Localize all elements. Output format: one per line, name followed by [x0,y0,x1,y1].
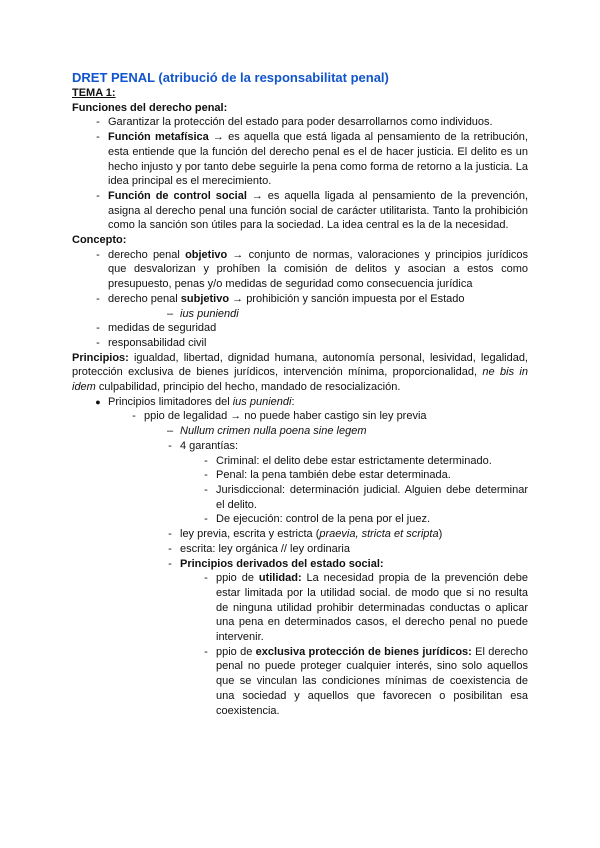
dash-marker: - [132,410,136,423]
dash-marker: - [96,292,100,305]
list-item: - medidas de seguridad [108,321,528,336]
concepto-heading: Concepto: [72,234,127,247]
list-item: - Criminal: el delito debe estar estrictamente determinado. [216,454,528,469]
dash-marker: - [204,572,208,585]
list-item: - Función de control social → es aquella ligada al pensamiento de la prevención, asigna al derecho penal una función social de carácter utilitarista. Tanto la prohibición como la sanción son útiles para la sociedad. La idea central es la de la necesidad. [108,189,528,233]
list-item: - responsabilidad civil [108,336,528,351]
dash-marker: - [96,116,100,129]
list-item: - derecho penal subjetivo → prohibición y sanción impuesta por el Estado [108,292,528,307]
list-item: - ppio de legalidad → no puede haber castigo sin ley previa [144,409,528,424]
list-item: - Jurisdiccional: determinación judicial. Alguien debe determinar el delito. [216,483,528,512]
list-item: - De ejecución: control de la pena por el juez. [216,512,528,527]
list-item: ● Principios limitadores del ius puniendi: [108,395,528,410]
list-item: - Principios derivados del estado social: [180,557,528,572]
principios-paragraph: Principios: igualdad, libertad, dignidad humana, autonomía personal, lesividad, legalidad, protección exclusiva de bienes jurídicos, intervención mínima, proporcionalidad, ne bis in idem culpabilidad, principio del hecho, mandado de resocialización. [72,351,528,394]
funciones-heading: Funciones del derecho penal: [72,101,228,114]
dash-marker: – [166,425,174,438]
document-body [72,70,528,718]
list-item: – Nullum crimen nulla poena sine legem [180,424,528,439]
bullet-marker: ● [95,396,101,407]
dash-marker: - [204,645,208,658]
dash-marker: - [96,322,100,335]
dash-marker: - [204,513,208,526]
list-item: - Garantizar la protección del estado para poder desarrollarnos como individuos. [108,115,528,130]
list-item: - Penal: la pena también debe estar determinada. [216,468,528,483]
dash-marker: - [204,483,208,496]
dash-marker: - [168,439,172,452]
dash-marker: - [96,336,100,349]
dash-marker: – [166,307,174,320]
tema-heading: TEMA 1: [72,87,116,99]
list-item: – ius puniendi [180,307,528,322]
dash-marker: - [168,528,172,541]
dash-marker: - [96,248,100,261]
list-item: - escrita: ley orgánica // ley ordinaria [180,542,528,557]
dash-marker: - [96,189,100,202]
document-title: DRET PENAL (atribució de la responsabilitat penal) [72,70,389,85]
dash-marker: - [204,469,208,482]
dash-marker: - [96,131,100,144]
list-item: - ppio de exclusiva protección de bienes jurídicos: El derecho penal no puede proteger cualquier interés, sino solo aquellos que se vinculan las condiciones mínimas de coexistencia de una sociedad y aquellos que favorecen o posibilitan esa coexistencia. [216,645,528,719]
dash-marker: - [204,454,208,467]
list-item: - 4 garantías: [180,439,528,454]
list-item: - Función metafísica → es aquella que está ligada al pensamiento de la retribución, esta entiende que la función del derecho penal es el de hacer justicia. El delito es un hecho injusto y por tanto debe seguirle la pena como forma de retorno a la justicia. La idea principal es el merecimiento. [108,130,528,189]
list-item: - ley previa, escrita y estricta (praevia, stricta et scripta) [180,527,528,542]
dash-marker: - [168,542,172,555]
list-item: - derecho penal objetivo → conjunto de normas, valoraciones y principios jurídicos que desvalorizan y prohíben la comisión de delitos y asocian a estos como presupuesto, penas y/o medidas de seguridad como consecuencia jurídica [108,248,528,292]
dash-marker: - [168,557,172,570]
list-item: - ppio de utilidad: La necesidad propia de la prevención debe estar limitada por la utilidad social. de modo que si no resulta de ninguna utilidad prohibir determinadas conductas o aplicar una pena en determinados casos, el derecho penal no puede intervenir. [216,571,528,645]
